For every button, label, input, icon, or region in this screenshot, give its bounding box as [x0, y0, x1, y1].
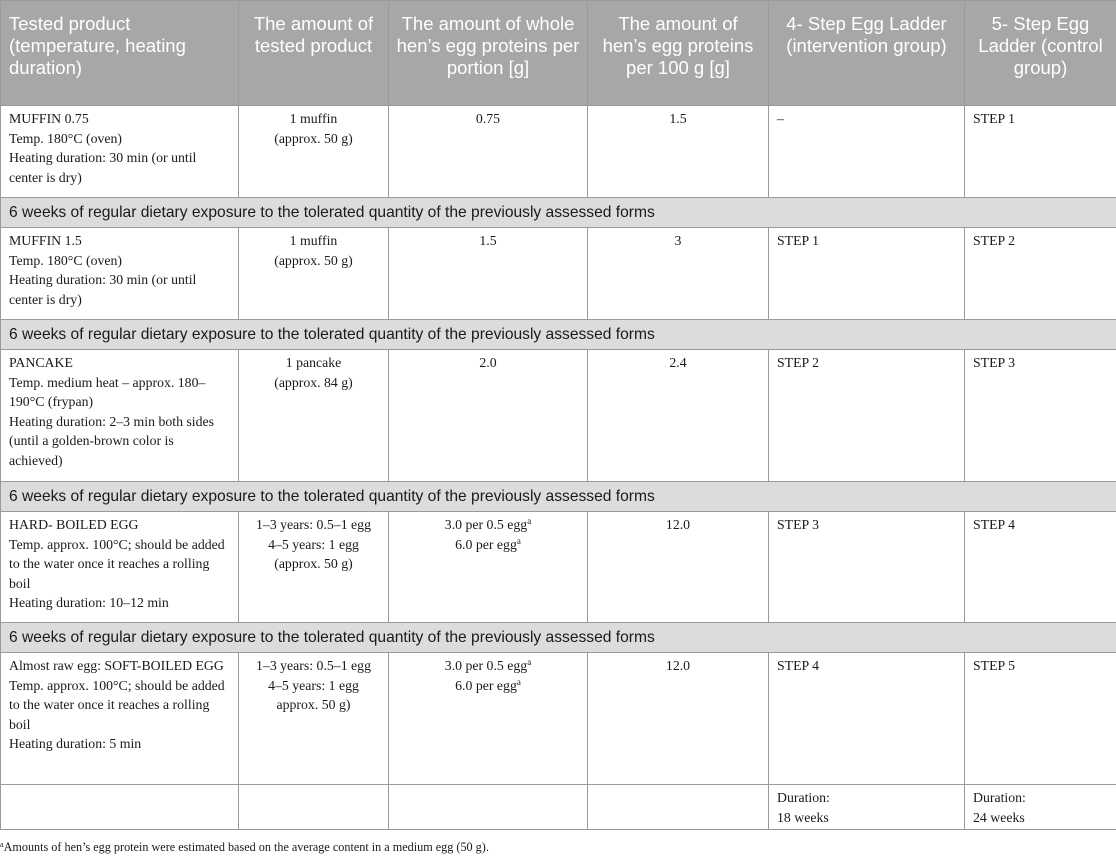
- table-row: [1, 106, 1116, 198]
- separator-row: [1, 320, 1116, 350]
- amount-line: (approx. 50 g): [274, 556, 353, 572]
- duration-intervention-cell: [769, 785, 965, 830]
- empty-cell: [389, 785, 588, 830]
- product-cell: [1, 653, 239, 785]
- duration-label: Duration:: [777, 790, 830, 805]
- product-name: MUFFIN 1.5: [9, 233, 82, 248]
- amount-line: 1 pancake: [285, 355, 342, 370]
- per-portion-value: [397, 676, 579, 696]
- separator-row: [1, 623, 1116, 653]
- amount-cell: [239, 228, 389, 320]
- header-row: [1, 1, 1116, 106]
- header-5-step-ladder: 5- Step Egg Ladder (control group): [965, 1, 1116, 106]
- footnote-marker: a: [527, 657, 532, 667]
- per-portion-cell: [389, 350, 588, 482]
- per-portion-cell: [389, 653, 588, 785]
- product-name: HARD- BOILED EGG: [9, 517, 139, 532]
- per-100g-cell: 12.0: [588, 653, 769, 785]
- footnote-marker: a: [516, 676, 521, 687]
- table-row: [1, 350, 1116, 482]
- per-portion-value: 2.0: [479, 355, 497, 370]
- product-cell: [1, 228, 239, 320]
- amount-cell: [239, 350, 389, 482]
- table-row: [1, 512, 1116, 623]
- separator-text: 6 weeks of regular dietary exposure to the tolerated quantity of the previously assessed forms: [1, 623, 1116, 653]
- product-heating-duration: Heating duration: 5 min: [9, 736, 142, 752]
- amount-line: (approx. 50 g): [274, 130, 353, 146]
- amount-cell: [239, 512, 389, 623]
- product-cell: [1, 512, 239, 623]
- product-temperature: Temp. approx. 100°C; should be added to the water once it reaches a rolling boil: [9, 536, 225, 591]
- table-footnote: [0, 840, 489, 855]
- amount-line: 1 muffin: [289, 233, 338, 248]
- product-heating-duration: Heating duration: 2–3 min both sides (until a golden-brown color is achieved): [9, 413, 215, 468]
- per-portion-cell: [389, 228, 588, 320]
- product-heating-duration: Heating duration: 30 min (or until center is dry): [9, 272, 197, 307]
- header-amount-tested-product: The amount of tested product: [239, 1, 389, 106]
- separator-text: 6 weeks of regular dietary exposure to the tolerated quantity of the previously assessed forms: [1, 320, 1116, 350]
- product-temperature: Temp. 180°C (oven): [9, 252, 122, 268]
- product-cell: [1, 350, 239, 482]
- step5-cell: STEP 4: [965, 512, 1116, 623]
- duration-intervention-value: 18 weeks: [777, 809, 829, 825]
- amount-line: 4–5 years: 1 egg: [268, 677, 359, 693]
- empty-cell: [1, 785, 239, 830]
- per-100g-cell: 12.0: [588, 512, 769, 623]
- per-portion-value: [397, 535, 579, 555]
- amount-cell: [239, 653, 389, 785]
- product-heating-duration: Heating duration: 10–12 min: [9, 595, 169, 611]
- amount-cell: [239, 106, 389, 198]
- per-portion-value: [397, 656, 579, 676]
- amount-line: (approx. 84 g): [274, 374, 353, 390]
- header-4-step-ladder: 4- Step Egg Ladder (intervention group): [769, 1, 965, 106]
- step5-cell: STEP 2: [965, 228, 1116, 320]
- amount-line: 1–3 years: 0.5–1 egg: [256, 658, 371, 673]
- amount-line: 1 muffin: [289, 111, 338, 126]
- product-cell: [1, 106, 239, 198]
- footnote-marker: a: [527, 516, 532, 526]
- duration-row: [1, 785, 1116, 830]
- table-row: [1, 228, 1116, 320]
- empty-cell: [588, 785, 769, 830]
- step4-cell: STEP 1: [769, 228, 965, 320]
- amount-line: 4–5 years: 1 egg: [268, 536, 359, 552]
- product-name: Almost raw egg: SOFT-BOILED EGG: [9, 658, 224, 673]
- product-temperature: Temp. approx. 100°C; should be added to the water once it reaches a rolling boil: [9, 677, 225, 732]
- separator-text: 6 weeks of regular dietary exposure to the tolerated quantity of the previously assessed forms: [1, 482, 1116, 512]
- footnote-text: Amounts of hen’s egg protein were estimated based on the average content in a medium egg (50 g).: [3, 840, 489, 854]
- per-portion-value: 0.75: [475, 111, 501, 126]
- amount-line: approx. 50 g): [276, 697, 351, 713]
- duration-control-cell: [965, 785, 1116, 830]
- duration-label: Duration:: [973, 790, 1026, 805]
- step5-cell: STEP 3: [965, 350, 1116, 482]
- step4-cell: STEP 3: [769, 512, 965, 623]
- per-portion-text: 3.0 per 0.5 egg: [444, 517, 528, 532]
- product-temperature: Temp. medium heat – approx. 180–190°C (frypan): [9, 374, 206, 410]
- per-portion-value: 1.5: [479, 233, 497, 248]
- empty-cell: [239, 785, 389, 830]
- per-100g-cell: 3: [588, 228, 769, 320]
- step4-cell: –: [769, 106, 965, 198]
- product-name: MUFFIN 0.75: [9, 111, 89, 126]
- separator-row: [1, 198, 1116, 228]
- product-temperature: Temp. 180°C (oven): [9, 130, 122, 146]
- step4-cell: STEP 2: [769, 350, 965, 482]
- step5-cell: STEP 5: [965, 653, 1116, 785]
- product-heating-duration: Heating duration: 30 min (or until center is dry): [9, 150, 197, 185]
- per-portion-text: 6.0 per egg: [455, 536, 517, 552]
- separator-row: [1, 482, 1116, 512]
- step5-cell: STEP 1: [965, 106, 1116, 198]
- step4-cell: STEP 4: [769, 653, 965, 785]
- header-protein-per-portion: The amount of whole hen’s egg proteins per portion [g]: [389, 1, 588, 106]
- amount-line: (approx. 50 g): [274, 252, 353, 268]
- header-tested-product: Tested product (temperature, heating duration): [1, 1, 239, 106]
- per-portion-cell: [389, 512, 588, 623]
- header-protein-per-100g: The amount of hen’s egg proteins per 100 g [g]: [588, 1, 769, 106]
- footnote-marker: a: [0, 840, 4, 849]
- per-portion-text: 3.0 per 0.5 egg: [444, 658, 528, 673]
- per-100g-cell: 2.4: [588, 350, 769, 482]
- per-portion-value: [397, 515, 579, 535]
- separator-text: 6 weeks of regular dietary exposure to the tolerated quantity of the previously assessed forms: [1, 198, 1116, 228]
- per-portion-cell: [389, 106, 588, 198]
- duration-control-value: 24 weeks: [973, 809, 1025, 825]
- per-100g-cell: 1.5: [588, 106, 769, 198]
- per-portion-text: 6.0 per egg: [455, 677, 517, 693]
- footnote-marker: a: [516, 535, 521, 546]
- product-name: PANCAKE: [9, 355, 73, 370]
- amount-line: 1–3 years: 0.5–1 egg: [256, 517, 371, 532]
- table-row: [1, 653, 1116, 785]
